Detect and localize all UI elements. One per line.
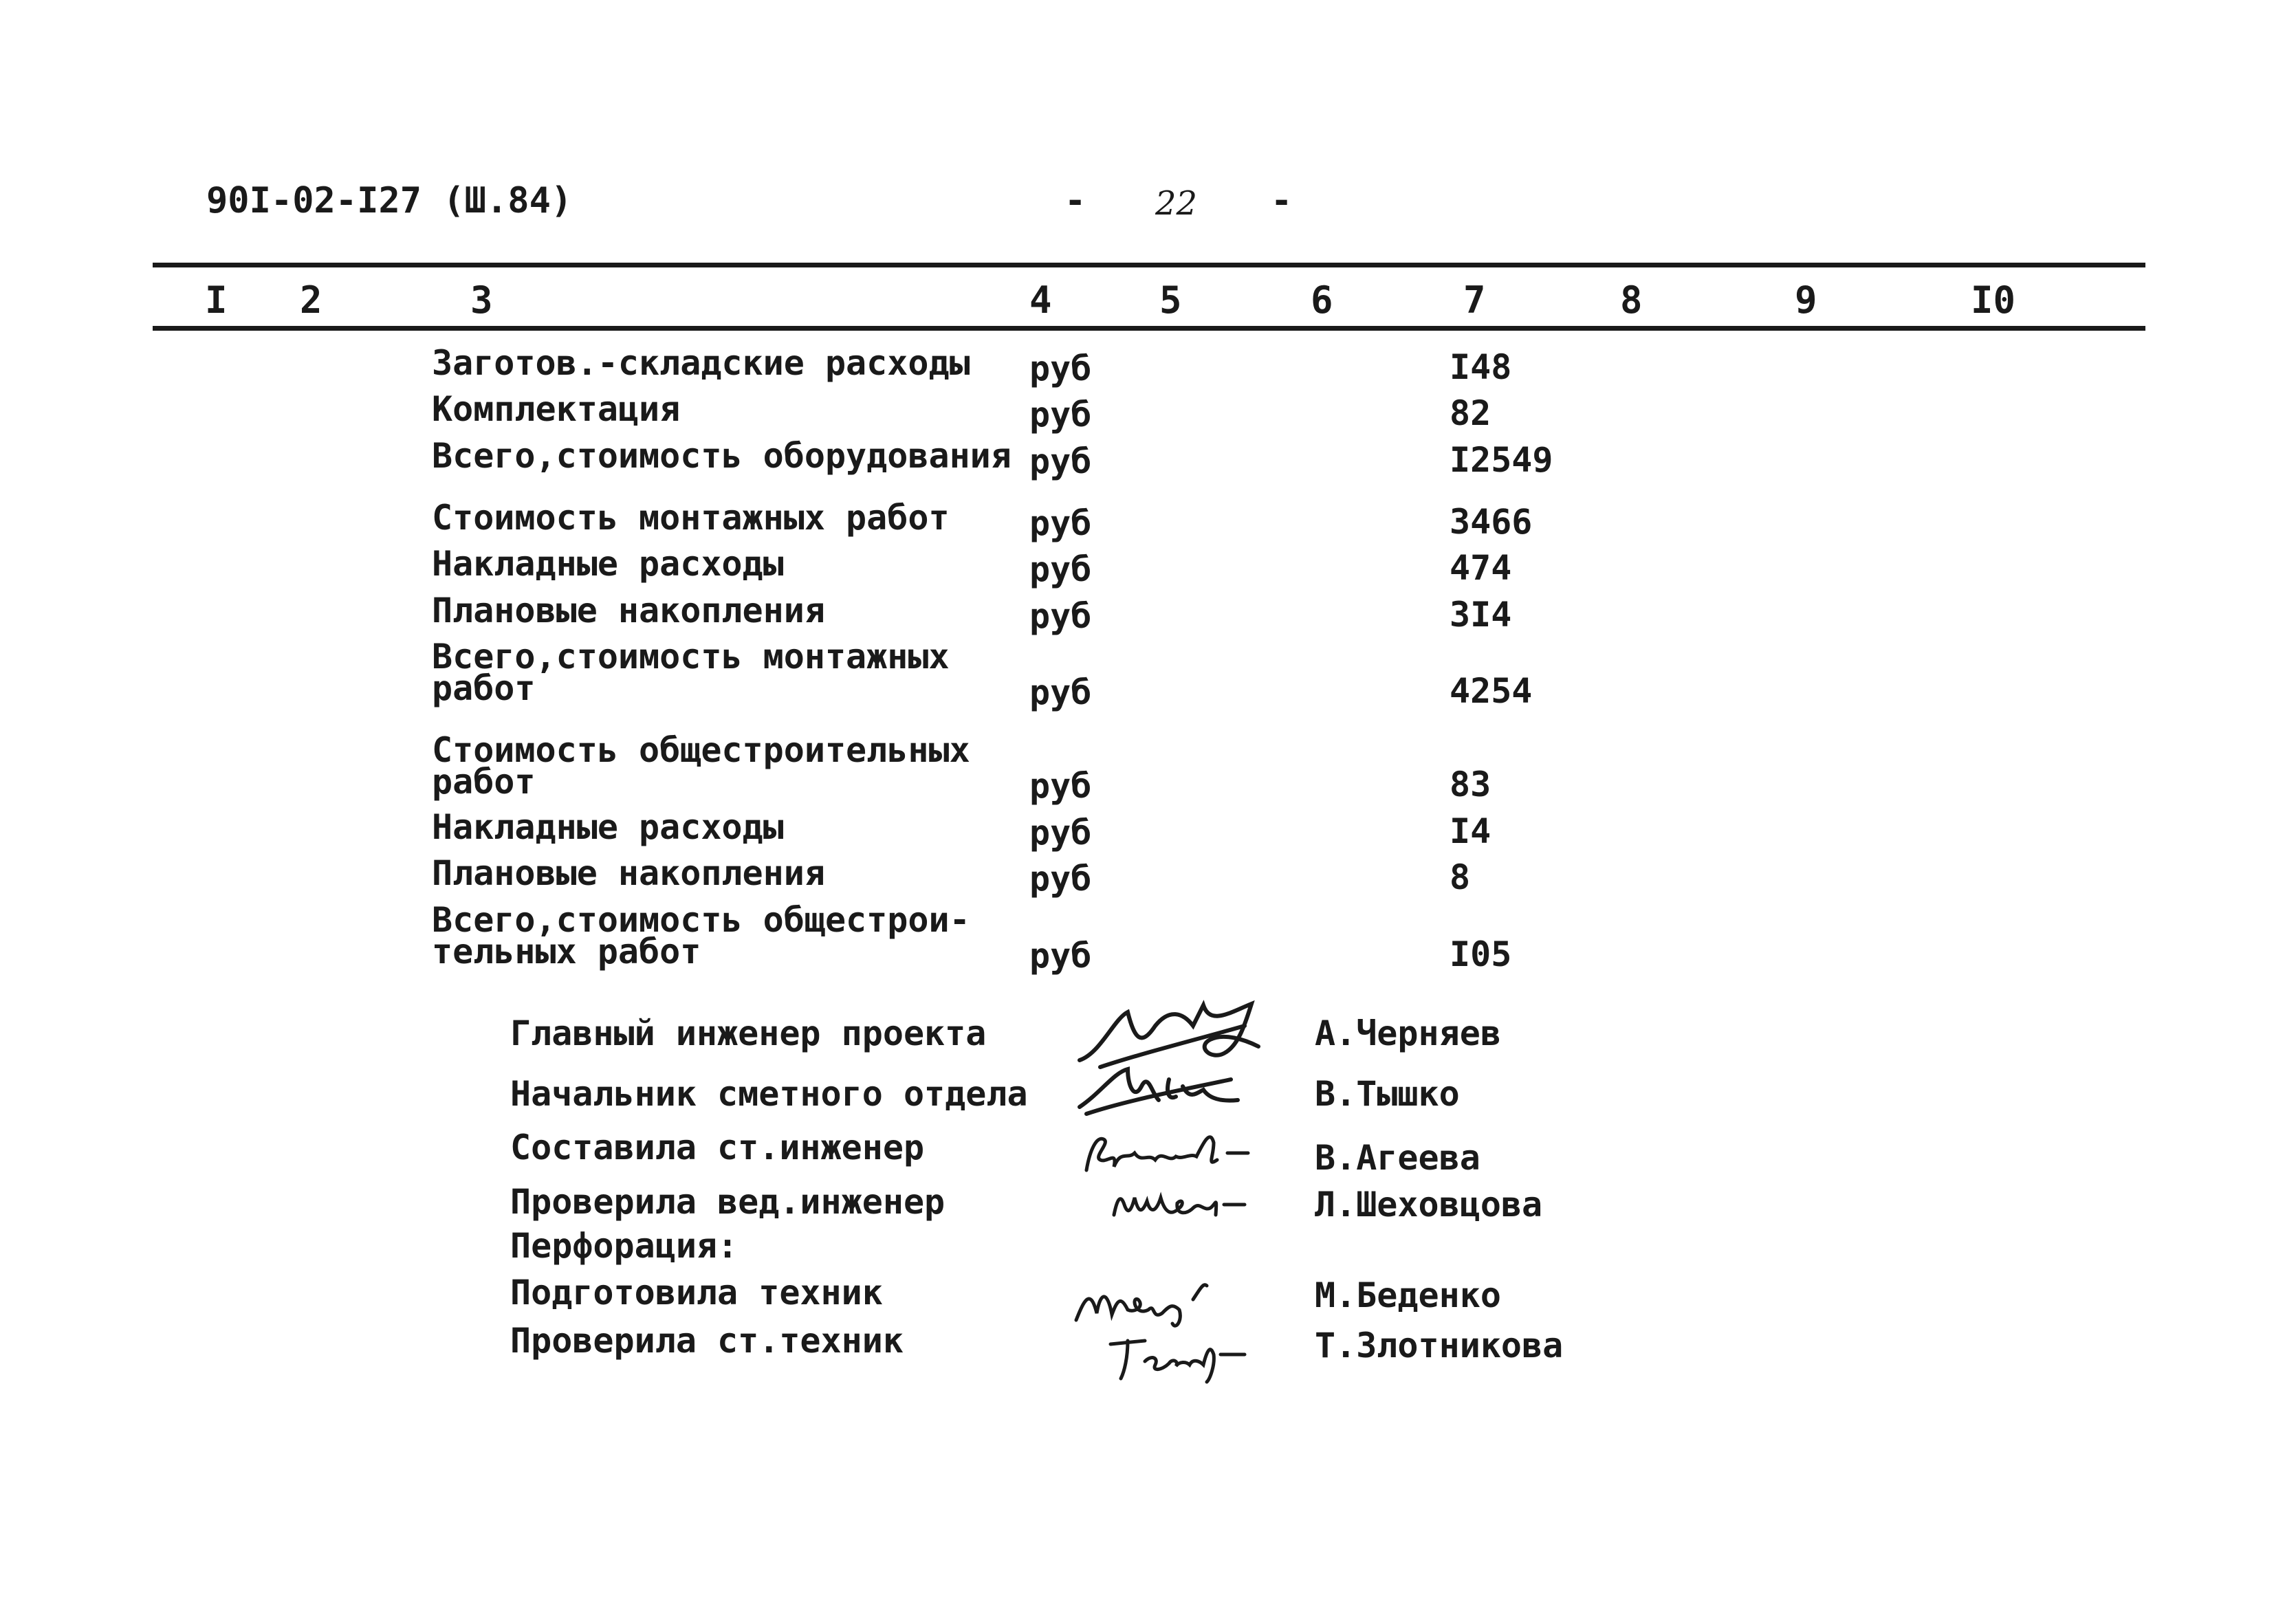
row-label: Всего,стоимость общестрои- (432, 900, 970, 940)
handwritten-signature (1107, 1177, 1251, 1232)
signatory-name: Л.Шеховцова (1315, 1185, 1543, 1225)
row-label-continued: тельных работ (432, 932, 701, 972)
row-value: 3466 (1450, 502, 1533, 542)
row-label: Накладные расходы (432, 807, 784, 847)
row-label: Заготов.-складские расходы (432, 343, 970, 383)
page-number: 22 (1155, 184, 1198, 223)
page-dash-right: - (1271, 180, 1293, 221)
signatory-name: В.Тышко (1315, 1074, 1460, 1114)
row-label: Стоимость общестроительных (432, 730, 970, 770)
column-number-1: I (205, 278, 228, 322)
column-number-4: 4 (1029, 278, 1052, 322)
handwritten-signature (1080, 1122, 1258, 1184)
row-value: 82 (1450, 393, 1491, 433)
row-label: Плановые накопления (432, 853, 825, 893)
column-number-5: 5 (1159, 278, 1182, 322)
header-top-rule (153, 263, 2145, 267)
signatory-name: М.Беденко (1315, 1275, 1501, 1315)
row-unit: руб (1029, 596, 1092, 636)
column-number-8: 8 (1620, 278, 1643, 322)
row-label-continued: работ (432, 762, 536, 802)
row-unit: руб (1029, 672, 1092, 712)
row-label: Всего,стоимость оборудования (432, 436, 1012, 476)
signatory-role: Подготовила техник (510, 1273, 883, 1313)
signatory-name: В.Агеева (1315, 1138, 1480, 1178)
column-number-10: I0 (1971, 278, 2016, 322)
signatory-role: Проверила ст.техник (510, 1321, 904, 1361)
row-value: 4254 (1450, 671, 1533, 711)
row-label: Комплектация (432, 389, 681, 429)
signatory-role: Перфорация: (510, 1226, 739, 1266)
signatory-name: Т.Злотникова (1315, 1326, 1564, 1365)
handwritten-signature (1073, 1059, 1245, 1121)
document-code: 90I-02-I27 (Ш.84) (206, 180, 573, 221)
row-unit: руб (1029, 766, 1092, 806)
column-number-9: 9 (1795, 278, 1817, 322)
handwritten-signature (1104, 1324, 1255, 1385)
column-number-2: 2 (300, 278, 322, 322)
row-unit: руб (1029, 549, 1092, 589)
row-label: Стоимость монтажных работ (432, 498, 950, 538)
signatory-role: Составила ст.инженер (510, 1128, 925, 1167)
signatory-role: Главный инженер проекта (510, 1013, 987, 1053)
row-label: Плановые накопления (432, 591, 825, 630)
column-number-3: 3 (470, 278, 493, 322)
row-label: Накладные расходы (432, 544, 784, 584)
signatory-role: Проверила вед.инженер (510, 1182, 945, 1222)
row-unit: руб (1029, 813, 1092, 853)
row-value: 8 (1450, 857, 1471, 897)
row-unit: руб (1029, 441, 1092, 481)
row-label: Всего,стоимость монтажных (432, 637, 950, 677)
column-number-7: 7 (1463, 278, 1486, 322)
row-unit: руб (1029, 395, 1092, 435)
column-number-6: 6 (1311, 278, 1333, 322)
signatory-role: Начальник сметного отдела (510, 1074, 1028, 1114)
row-value: 3I4 (1450, 595, 1512, 635)
page-dash-left: - (1064, 180, 1086, 221)
row-value: I05 (1450, 934, 1512, 974)
row-value: 83 (1450, 765, 1491, 804)
row-unit: руб (1029, 936, 1092, 976)
row-value: 474 (1450, 548, 1512, 588)
signatory-name: А.Черняев (1315, 1013, 1501, 1053)
row-value: I48 (1450, 347, 1512, 387)
row-value: I2549 (1450, 440, 1553, 480)
header-bottom-rule (153, 326, 2145, 331)
row-value: I4 (1450, 811, 1491, 851)
row-unit: руб (1029, 859, 1092, 899)
row-unit: руб (1029, 503, 1092, 543)
row-unit: руб (1029, 349, 1092, 388)
row-label-continued: работ (432, 668, 536, 708)
